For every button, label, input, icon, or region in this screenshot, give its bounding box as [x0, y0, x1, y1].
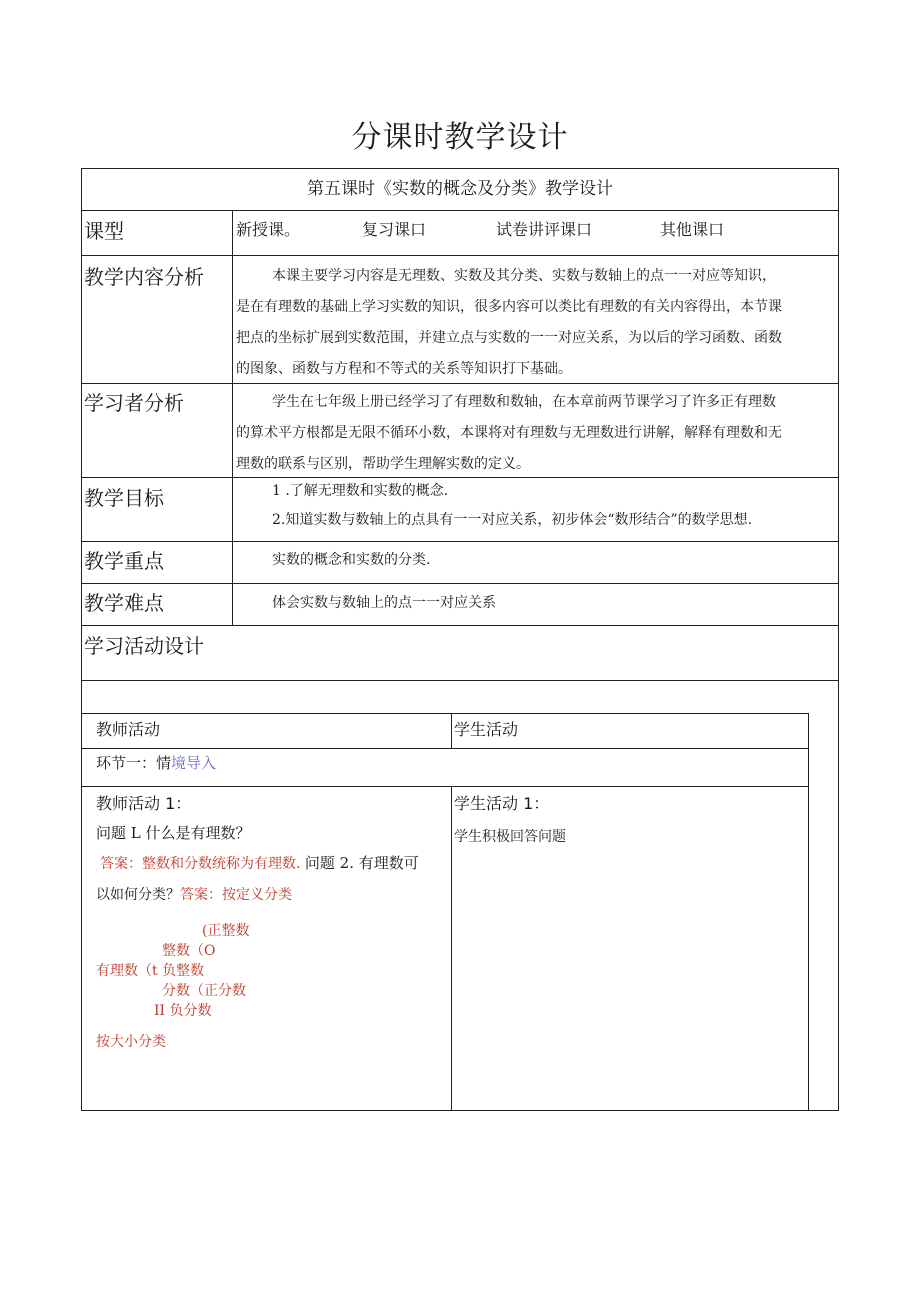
- objectives-label: 教学目标: [84, 486, 164, 510]
- lesson-type-option: 复习课口: [362, 220, 427, 239]
- key-points-text: 实数的概念和实数的分类.: [272, 552, 431, 568]
- page-title: 分课时教学设计: [351, 120, 569, 155]
- lesson-type-option: 其他课口: [660, 220, 725, 239]
- classification-item: II 负分数: [154, 1003, 212, 1019]
- inner-row-divider: [81, 786, 808, 787]
- inner-table-right: [808, 713, 809, 1111]
- row-divider: [81, 541, 839, 542]
- content-analysis-line: 是在有理数的基础上学习实数的知识，很多内容可以类比有理数的有关内容得出，本节课: [236, 299, 782, 315]
- row-divider: [81, 583, 839, 584]
- by-size-classification: 按大小分类: [96, 1034, 166, 1050]
- stage-prefix: 环节一：情: [96, 754, 172, 772]
- teacher-activity-title: 教师活动 1：: [96, 794, 192, 813]
- question-2-line: [96, 884, 292, 904]
- question-2-part1: 问题 2. 有理数可: [304, 854, 419, 872]
- lesson-title: 第五课时《实数的概念及分类》教学设计: [307, 179, 613, 199]
- difficulties-text: 体会实数与数轴上的点一一对应关系: [272, 595, 496, 611]
- learner-analysis-label: 学习者分析: [84, 391, 184, 415]
- row-divider: [81, 210, 839, 211]
- row-divider: [81, 255, 839, 256]
- objective-item: 2.知道实数与数轴上的点具有一一对应关系，初步体会“数形结合”的数学思想.: [272, 512, 753, 528]
- answer-1: 答案：整数和分数统称为有理数.: [100, 856, 301, 872]
- classification-item: 有理数（t 负整数: [96, 963, 205, 979]
- table-border-left: [81, 168, 82, 1111]
- answer-2: 答案：按定义分类: [180, 887, 292, 903]
- table-border-bottom: [81, 1110, 839, 1111]
- inner-column-divider: [451, 713, 452, 748]
- content-analysis-line: 把点的坐标扩展到实数范围，并建立点与实数的一一对应关系，为以后的学习函数、函数: [236, 330, 782, 346]
- content-analysis-line: 本课主要学习内容是无理数、实数及其分类、实数与数轴上的点一一对应等知识，: [272, 268, 776, 284]
- classification-item: 整数（O: [162, 943, 216, 959]
- key-points-label: 教学重点: [84, 549, 164, 573]
- stage-label: [96, 752, 216, 773]
- inner-table-top: [81, 713, 808, 714]
- table-border-right: [838, 168, 839, 1111]
- difficulties-label: 教学难点: [84, 591, 164, 615]
- activity-design-label: 学习活动设计: [84, 634, 204, 658]
- label-column-divider: [232, 210, 233, 625]
- student-activity-title: 学生活动 1：: [454, 794, 550, 813]
- row-divider: [81, 680, 839, 681]
- teacher-activity-header: 教师活动: [96, 720, 161, 739]
- table-border-top: [81, 168, 839, 169]
- objective-item: 1 .了解无理数和实数的概念.: [272, 483, 449, 499]
- lesson-type-label: 课型: [84, 219, 124, 243]
- learner-analysis-line: 理数的联系与区别，帮助学生理解实数的定义。: [236, 456, 530, 472]
- content-analysis-label: 教学内容分析: [84, 265, 204, 289]
- learner-analysis-line: 的算术平方根都是无限不循环小数，本课将对有理数与无理数进行讲解，解释有理数和无: [236, 425, 782, 441]
- lesson-type-option: 试卷讲评课口: [496, 220, 593, 239]
- question-2-part2: 以如何分类？: [96, 887, 180, 903]
- row-divider: [81, 625, 839, 626]
- inner-column-divider: [451, 786, 452, 1111]
- classification-item: (正整数: [202, 923, 250, 939]
- question-1: 问题 L 什么是有理数？: [96, 824, 251, 842]
- inner-row-divider: [81, 748, 808, 749]
- learner-analysis-line: 学生在七年级上册已经学习了有理数和数轴，在本章前两节课学习了许多正有理数: [272, 394, 776, 410]
- answer-1-line: [100, 852, 419, 873]
- student-response: 学生积极回答问题: [454, 829, 566, 845]
- content-analysis-line: 的图象、函数与方程和不等式的关系等知识打下基础。: [236, 361, 572, 377]
- stage-suffix: 境导入: [171, 754, 217, 772]
- lesson-type-option: 新授课。: [236, 220, 301, 239]
- classification-item: 分数（正分数: [162, 983, 246, 999]
- student-activity-header: 学生活动: [454, 720, 519, 739]
